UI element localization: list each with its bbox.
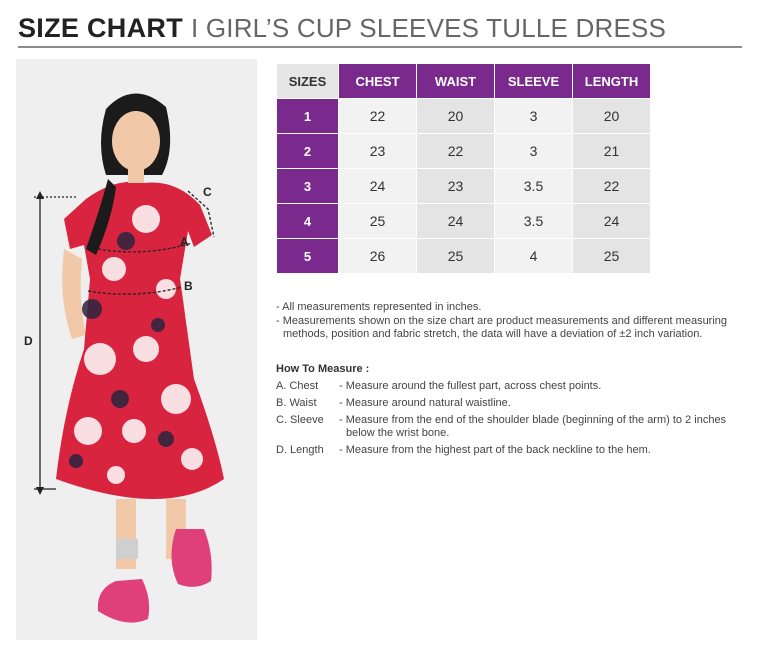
left-arm <box>62 249 86 339</box>
title-size-chart: SIZE CHART <box>18 13 183 43</box>
size-cell: 1 <box>277 99 339 134</box>
left-sock <box>116 539 138 559</box>
length-arrow-bottom <box>36 487 44 495</box>
chest-cell: 22 <box>339 99 417 134</box>
sleeve-cell: 3.5 <box>495 204 573 239</box>
size-cell: 2 <box>277 134 339 169</box>
how-to-desc: - Measure from the highest part of the back neckline to the hem. <box>339 444 651 456</box>
chest-cell: 25 <box>339 204 417 239</box>
length-cell: 20 <box>573 99 651 134</box>
length-cell: 21 <box>573 134 651 169</box>
how-to-measure-list <box>276 380 746 461</box>
how-to-term: B. Waist <box>276 397 317 409</box>
waist-cell: 24 <box>417 204 495 239</box>
size-cell: 3 <box>277 169 339 204</box>
length-cell: 24 <box>573 204 651 239</box>
table-row <box>277 99 651 134</box>
header-length: LENGTH <box>573 64 651 99</box>
sleeve-cell: 3 <box>495 134 573 169</box>
title-divider <box>18 46 742 48</box>
label-b: B <box>184 279 193 293</box>
label-c: C <box>203 185 212 199</box>
table-row <box>277 134 651 169</box>
size-table <box>276 63 651 274</box>
waist-cell: 20 <box>417 99 495 134</box>
table-row <box>277 204 651 239</box>
face <box>112 111 160 171</box>
length-cell: 22 <box>573 169 651 204</box>
right-shoe <box>171 529 211 587</box>
chest-cell: 23 <box>339 134 417 169</box>
waist-cell: 23 <box>417 169 495 204</box>
length-arrow-top <box>36 191 44 199</box>
table-header-row <box>277 64 651 99</box>
label-a: A <box>180 235 189 249</box>
how-to-term: A. Chest <box>276 380 319 392</box>
how-to-desc: - Measure from the end of the shoulder blade (beginning of the arm) to 2 inches below the wrist bone. <box>339 414 727 439</box>
header-sleeve: SLEEVE <box>495 64 573 99</box>
model-illustration <box>16 59 257 640</box>
how-to-item-chest <box>276 380 746 393</box>
waist-cell: 22 <box>417 134 495 169</box>
waist-cell: 25 <box>417 239 495 274</box>
note-units: - All measurements represented in inches. <box>276 301 482 313</box>
neck <box>128 167 144 183</box>
model-photo-panel <box>16 59 257 640</box>
size-cell: 4 <box>277 204 339 239</box>
length-cell: 25 <box>573 239 651 274</box>
how-to-item-sleeve <box>276 414 746 440</box>
page-title <box>18 10 666 46</box>
left-shoe <box>98 579 149 623</box>
note-deviation: - Measurements shown on the size chart are product measurements and different measuring methods, position and fabric stretch, the data will have a deviation of ±2 inch variation. <box>276 314 728 340</box>
size-cell: 5 <box>277 239 339 274</box>
label-d: D <box>24 334 33 348</box>
table-row <box>277 169 651 204</box>
header-waist: WAIST <box>417 64 495 99</box>
how-to-measure-title: How To Measure : <box>276 363 370 375</box>
header-sizes: SIZES <box>277 64 339 99</box>
sleeve-cell: 3.5 <box>495 169 573 204</box>
sleeve-cell: 3 <box>495 99 573 134</box>
sleeve-cell: 4 <box>495 239 573 274</box>
chest-cell: 24 <box>339 169 417 204</box>
how-to-desc: - Measure around the fullest part, across chest points. <box>339 380 602 392</box>
chest-cell: 26 <box>339 239 417 274</box>
how-to-desc: - Measure around natural waistline. <box>339 397 511 409</box>
table-row <box>277 239 651 274</box>
how-to-term: D. Length <box>276 444 324 456</box>
header-chest: CHEST <box>339 64 417 99</box>
measurement-notes <box>276 301 746 342</box>
how-to-item-waist <box>276 397 746 410</box>
title-product-name: I GIRL’S CUP SLEEVES TULLE DRESS <box>191 13 667 43</box>
how-to-item-length <box>276 444 746 457</box>
how-to-term: C. Sleeve <box>276 414 324 426</box>
